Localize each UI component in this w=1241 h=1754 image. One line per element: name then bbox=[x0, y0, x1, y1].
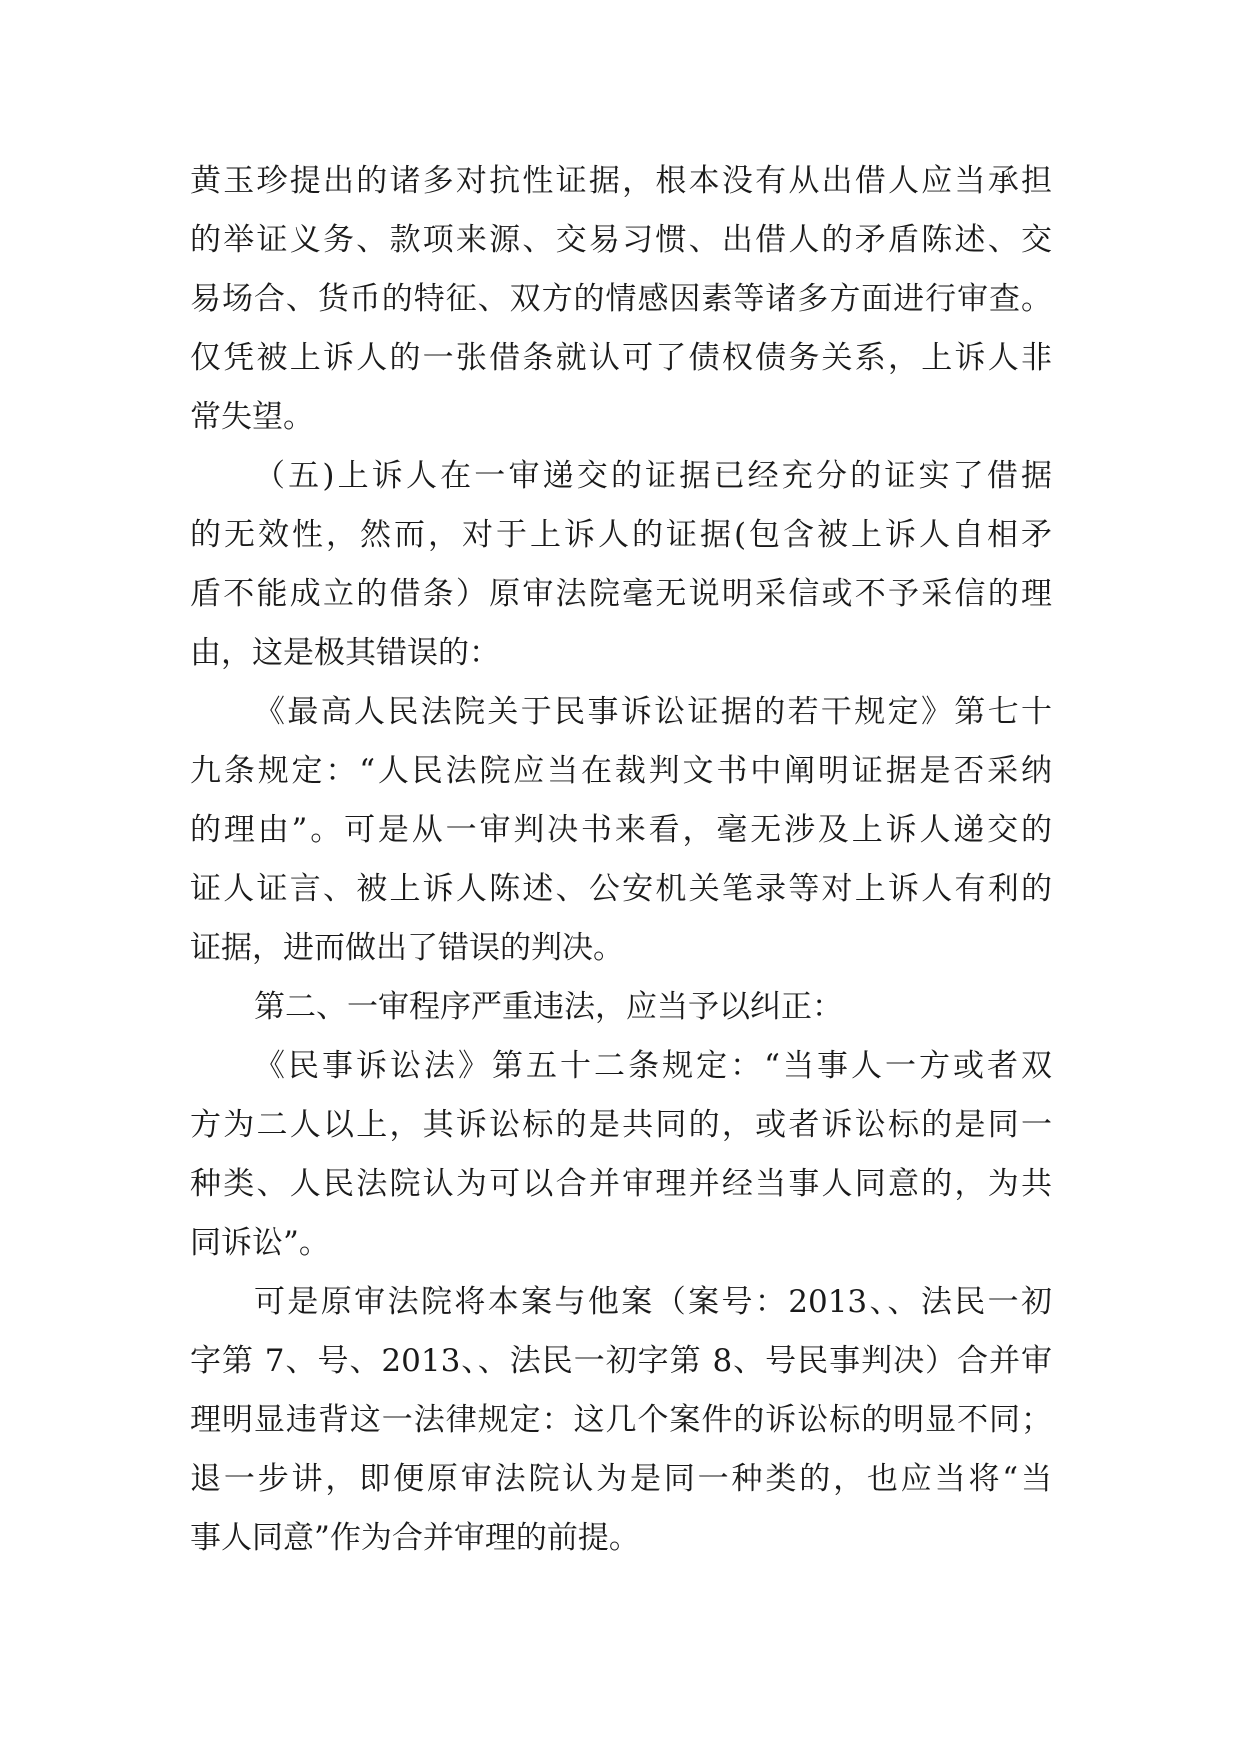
text-line: 《民事诉讼法》第五十二条规定：“当事人一方或者双 bbox=[254, 1048, 1052, 1084]
text-line: 证据，进而做出了错误的判决。 bbox=[190, 930, 624, 966]
text-line: 易场合、货币的特征、双方的情感因素等诸多方面进行审查。 bbox=[190, 281, 1052, 317]
section-heading: 第二、一审程序严重违法，应当予以纠正： bbox=[254, 989, 843, 1025]
text-line: 退一步讲，即便原审法院认为是同一种类的，也应当将“当 bbox=[190, 1461, 1052, 1497]
text-line: 可是原审法院将本案与他案（案号：2013、、法民一初 bbox=[254, 1284, 1052, 1320]
text-line: 九条规定：“人民法院应当在裁判文书中阐明证据是否采纳 bbox=[190, 753, 1052, 789]
text-line: 的无效性，然而，对于上诉人的证据(包含被上诉人自相矛 bbox=[190, 517, 1052, 553]
text-line: 黄玉珍提出的诸多对抗性证据，根本没有从出借人应当承担 bbox=[190, 163, 1052, 199]
text-line: 的举证义务、款项来源、交易习惯、出借人的矛盾陈述、交 bbox=[190, 222, 1052, 258]
text-line: 仅凭被上诉人的一张借条就认可了债权债务关系，上诉人非 bbox=[190, 340, 1052, 376]
text-line: 种类、人民法院认为可以合并审理并经当事人同意的，为共 bbox=[190, 1166, 1052, 1202]
document-body bbox=[190, 152, 1052, 1568]
text-line: 字第 7、号、2013、、法民一初字第 8、号民事判决）合并审 bbox=[190, 1343, 1052, 1379]
text-line: 的理由”。可是从一审判决书来看，毫无涉及上诉人递交的 bbox=[190, 812, 1052, 848]
text-line: 由，这是极其错误的： bbox=[190, 635, 500, 671]
text-line: 理明显违背这一法律规定：这几个案件的诉讼标的明显不同； bbox=[190, 1402, 1052, 1438]
text-line: 证人证言、被上诉人陈述、公安机关笔录等对上诉人有利的 bbox=[190, 871, 1052, 907]
text-line: 方为二人以上，其诉讼标的是共同的，或者诉讼标的是同一 bbox=[190, 1107, 1052, 1143]
text-line: 事人同意”作为合并审理的前提。 bbox=[190, 1520, 640, 1556]
text-line: 盾不能成立的借条）原审法院毫无说明采信或不予采信的理 bbox=[190, 576, 1052, 612]
text-line: 《最高人民法院关于民事诉讼证据的若干规定》第七十 bbox=[254, 694, 1052, 730]
text-line: 常失望。 bbox=[190, 399, 314, 435]
text-line: （五)上诉人在一审递交的证据已经充分的证实了借据 bbox=[254, 458, 1052, 494]
text-line: 同诉讼”。 bbox=[190, 1225, 330, 1261]
